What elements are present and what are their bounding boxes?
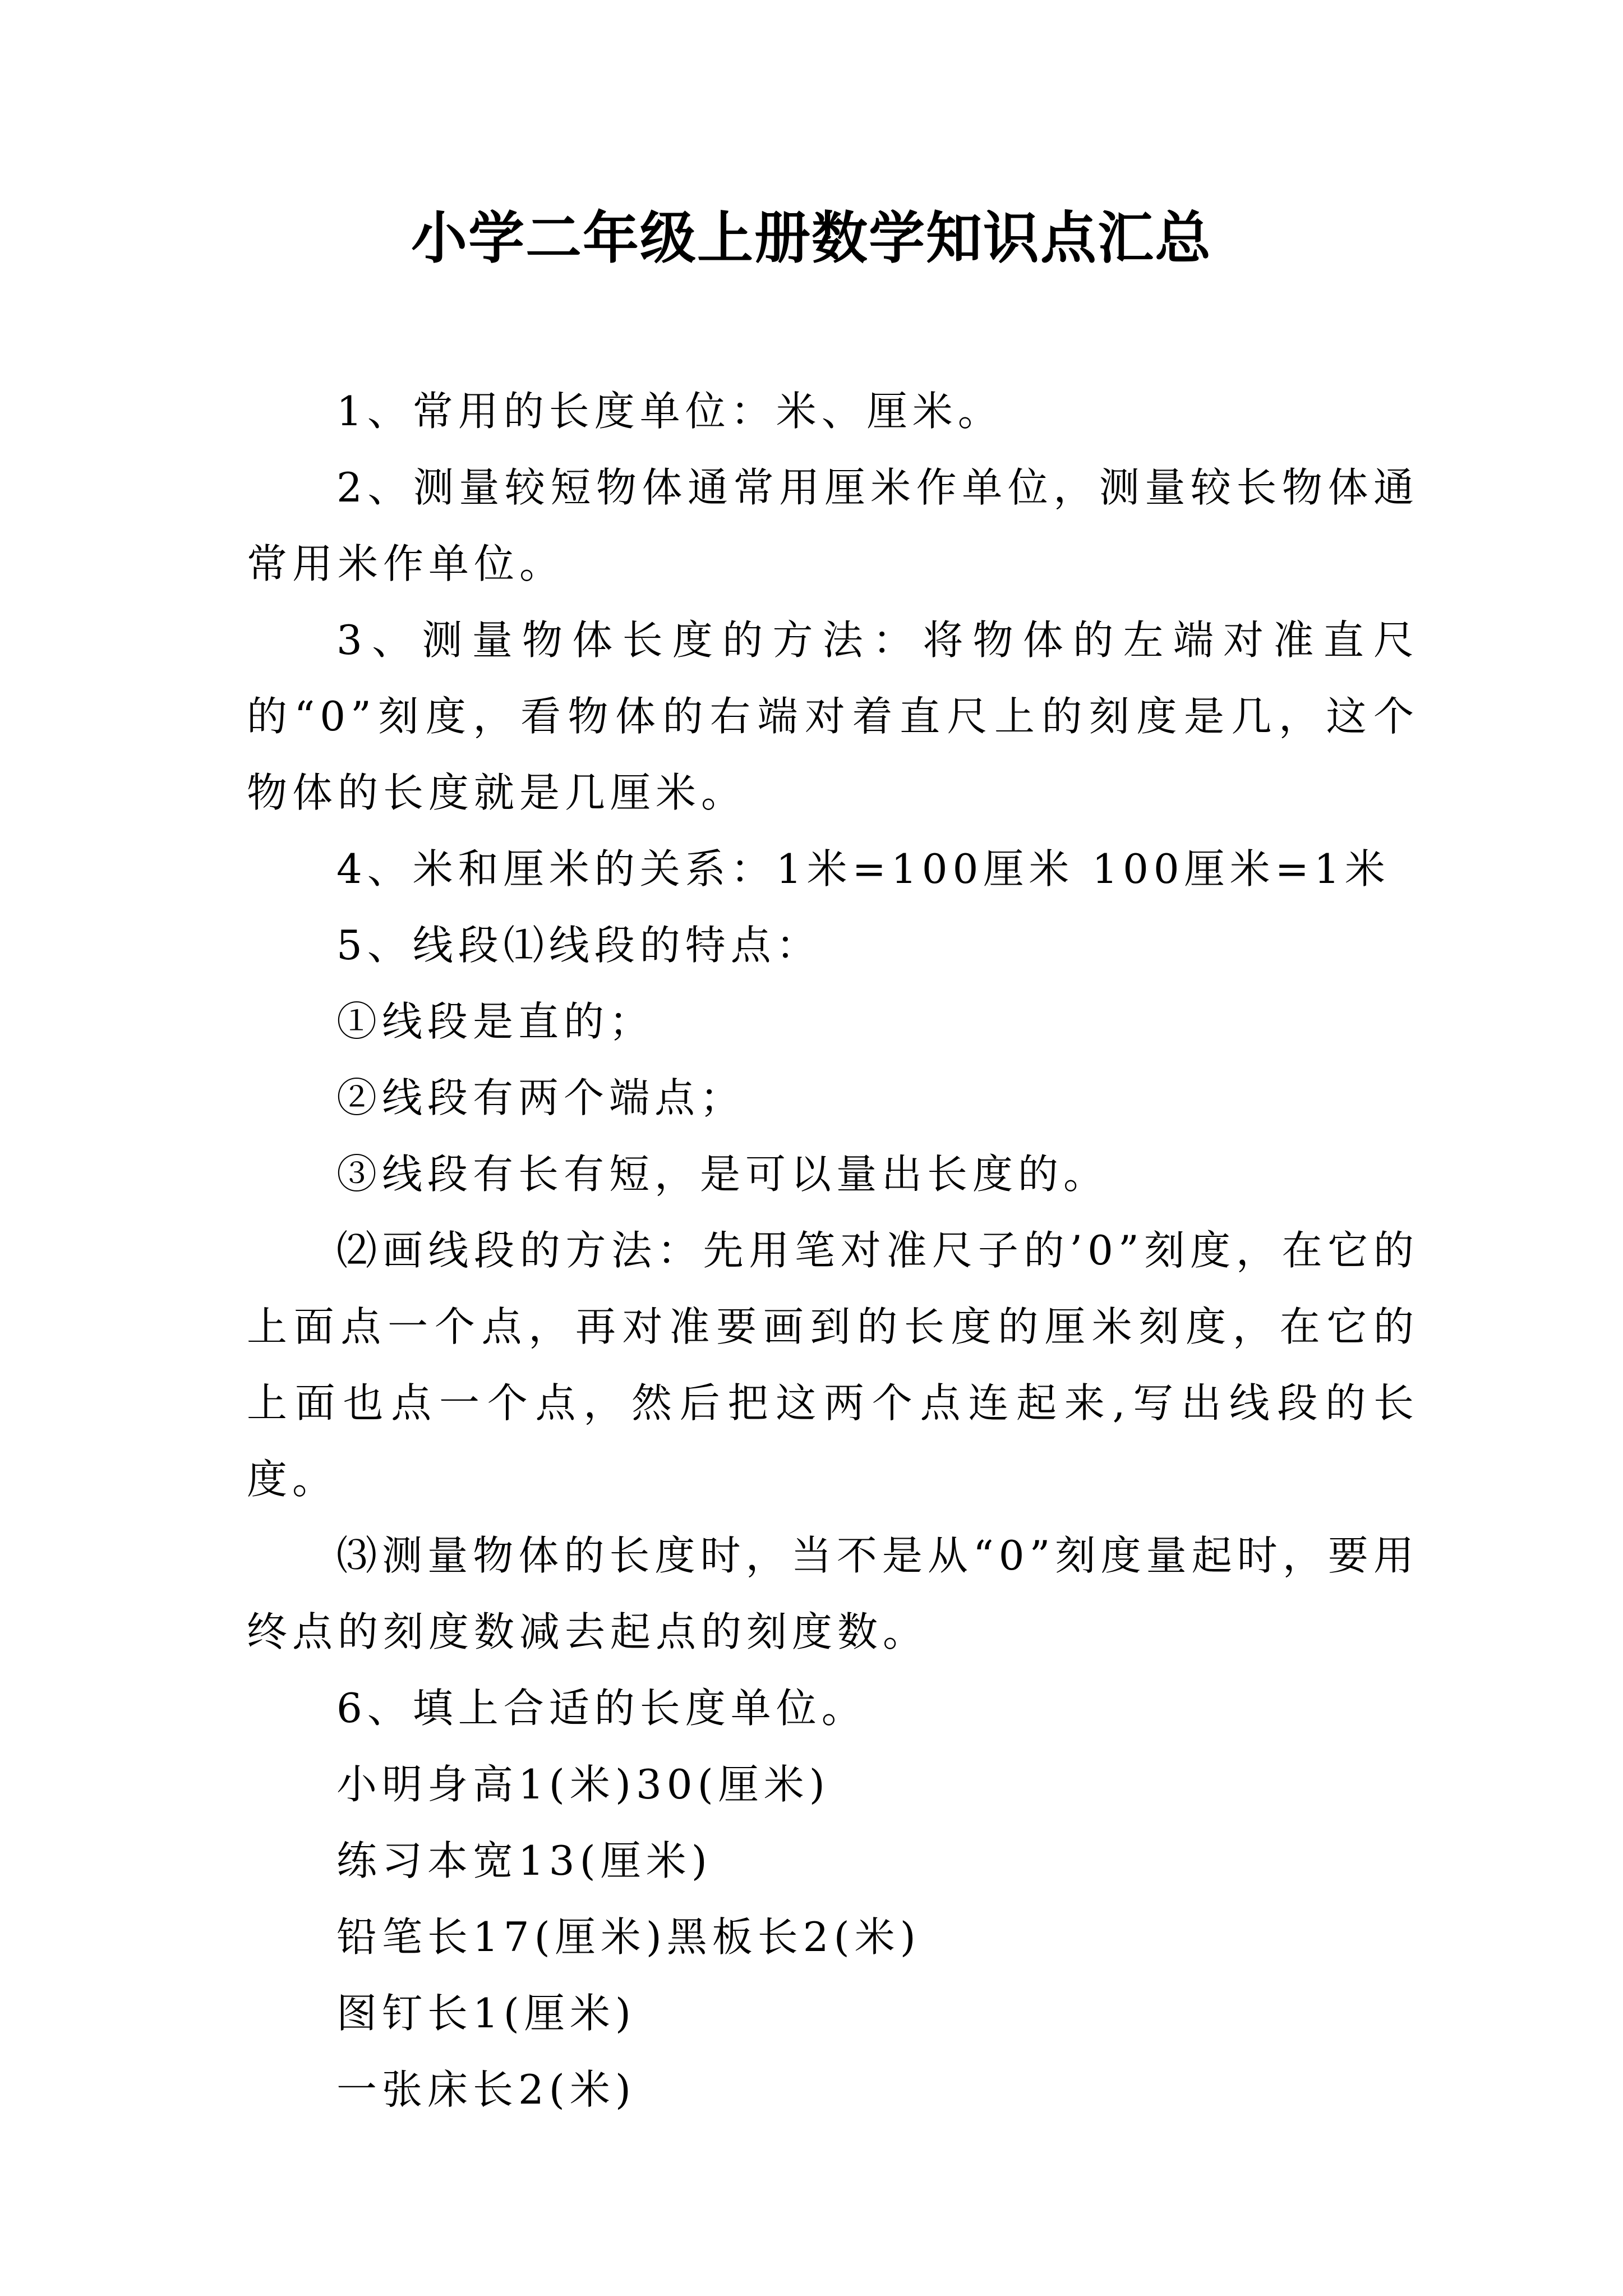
paragraph-16: 一张床长2(米) [336,2066,636,2113]
paragraph-8: ③线段有长有短，是可以量出长度的。 [336,1151,1109,1198]
paragraph-4: 4、米和厘米的关系：1米=100厘米 100厘米=1米 [336,845,1390,892]
paragraph-1: 1、常用的长度单位：米、厘米。 [336,388,1003,435]
paragraph-10: ⑶测量物体的长度时，当不是从“0”刻度量起时，要用终点的刻度数减去起点的刻度数。 [247,1532,1419,1655]
paragraph-5: 5、线段⑴线段的特点： [336,922,822,969]
paragraph-11: 6、填上合适的长度单位。 [336,1685,867,1732]
paragraph-7: ②线段有两个端点； [336,1074,746,1121]
paragraph-14: 铅笔长17(厘米)黑板长2(米) [336,1913,921,1961]
paragraph-2: 2、测量较短物体通常用厘米作单位，测量较长物体通常用米作单位。 [247,464,1419,587]
paragraph-12: 小明身高1(米)30(厘米) [336,1761,830,1808]
paragraph-9: ⑵画线段的方法：先用笔对准尺子的’0”刻度，在它的上面点一个点，再对准要画到的长度的厘米刻度，在它的上面也点一个点，然后把这两个点连起来,写出线段的长度。 [247,1227,1419,1503]
paragraph-6: ①线段是直的； [336,998,655,1045]
document-body [247,373,1419,2128]
document-title: 小学二年级上册数学知识点汇总 [411,205,1212,271]
paragraph-13: 练习本宽13(厘米) [336,1837,712,1884]
paragraph-3: 3、测量物体长度的方法：将物体的左端对准直尺的“0”刻度，看物体的右端对着直尺上的刻度是几，这个物体的长度就是几厘米。 [247,616,1419,816]
paragraph-15: 图钉长1(厘米) [336,1990,636,2037]
